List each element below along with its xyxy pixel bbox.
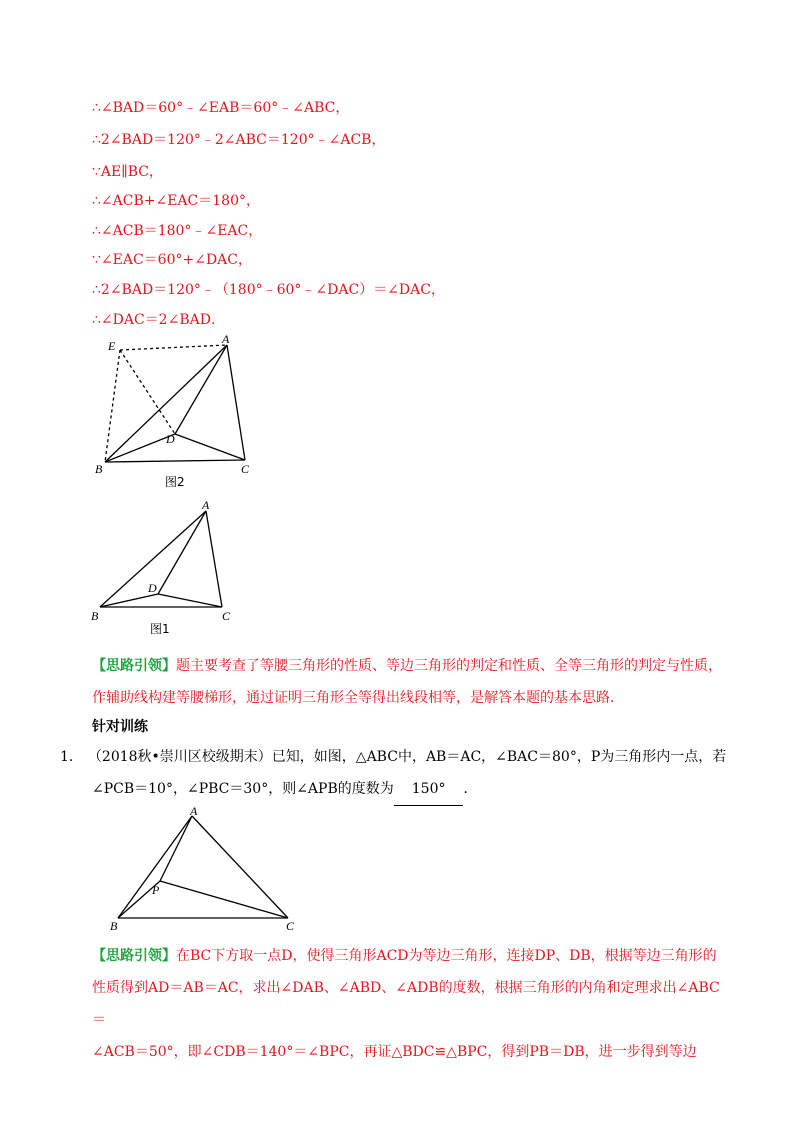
label-E: E [108, 339, 116, 353]
line-AC [206, 511, 222, 607]
label-B: B [91, 609, 99, 623]
hint-2 [92, 940, 732, 1068]
problem-1-text-2: ∠PCB＝10°，∠PBC＝30°，则∠APB的度数为 [92, 781, 394, 797]
hint-1-text-1: 题主要考查了等腰三角形的性质、等边三角形的判定和性质、全等三角形的判定与性质， [176, 658, 722, 674]
label-C: C [241, 462, 250, 476]
hint-1-line-2: 作辅助线构建等腰梯形，通过证明三角形全等得出线段相等，是解答本题的基本思路． [92, 690, 624, 706]
figure-1 [88, 497, 248, 637]
label-C: C [222, 609, 231, 623]
proof-line-6: ∵∠EAC＝60°+∠DAC， [92, 252, 253, 268]
problem-1 [60, 741, 740, 806]
figure-2-caption: 图2 [165, 475, 185, 489]
label-P: P [152, 883, 160, 897]
label-C: C [286, 919, 295, 933]
line-AD [175, 345, 227, 434]
problem-1-number: 1． [60, 749, 83, 765]
hint-2-line-2: 性质得到AD＝AB＝AC，求出∠DAB、∠ABD、∠ADB的度数，根据三角形的内角和定理求出∠ABC＝ [92, 980, 720, 1028]
proof-line-7: ∴2∠BAD＝120°﹣（180°﹣60°﹣∠DAC）＝∠DAC， [92, 282, 445, 298]
line-EB [105, 350, 120, 462]
hint-2-text-1: 在BC下方取一点D，使得三角形ACD为等边三角形，连接DP、DB，根据等边三角形的 [176, 948, 717, 964]
hint-1-tag: 【思路引领】 [92, 658, 176, 674]
problem-1-text-1: （2018秋•崇川区校级期末）已知，如图，△ABC中，AB＝AC，∠BAC＝80°，P为三角形内一点，若 [94, 749, 727, 765]
line-AP [160, 816, 192, 881]
hint-1 [92, 650, 732, 714]
label-D: D [166, 432, 175, 446]
figure-3 [108, 802, 308, 942]
section-title: 针对训练 [92, 719, 148, 735]
figure-1-caption: 图1 [150, 622, 170, 636]
proof-line-4: ∴∠ACB+∠EAC＝180°， [92, 193, 260, 209]
problem-1-line-1 [60, 741, 740, 773]
hint-1-line-1 [92, 650, 732, 682]
hint-2-line-3: ∠ACB＝50°，即∠CDB＝140°＝∠BPC，再证△BDC≌△BPC，得到PB＝DB，进一步得到等边 [92, 1044, 697, 1060]
line-BC [105, 460, 245, 462]
label-A: A [190, 804, 198, 818]
problem-1-suffix: ． [463, 781, 478, 797]
figure-2 [90, 330, 270, 490]
label-A: A [222, 332, 230, 346]
proof-line-8: ∴∠DAC＝2∠BAD． [92, 312, 225, 328]
line-DB [100, 594, 158, 607]
hint-2-tag: 【思路引领】 [92, 948, 176, 964]
answer-blank: 150° [394, 773, 464, 806]
label-A: A [202, 498, 210, 512]
line-DC [158, 594, 222, 607]
label-B: B [110, 919, 118, 933]
proof-line-3: ∵AE∥BC， [92, 164, 163, 180]
line-AB [118, 816, 192, 918]
label-D: D [148, 581, 157, 595]
proof-line-1: ∴∠BAD＝60°﹣∠EAB＝60°﹣∠ABC， [92, 100, 350, 116]
line-AC [227, 345, 245, 460]
line-PC [160, 881, 288, 918]
proof-line-2: ∴2∠BAD＝120°﹣2∠ABC＝120°﹣∠ACB， [92, 132, 386, 148]
line-DC [175, 434, 245, 460]
line-EA [120, 345, 227, 350]
line-AD [158, 511, 206, 594]
hint-2-line-1 [92, 940, 732, 972]
line-AC [192, 816, 288, 918]
proof-line-5: ∴∠ACB＝180°﹣∠EAC， [92, 223, 263, 239]
label-B: B [95, 462, 103, 476]
line-DB [105, 434, 175, 462]
